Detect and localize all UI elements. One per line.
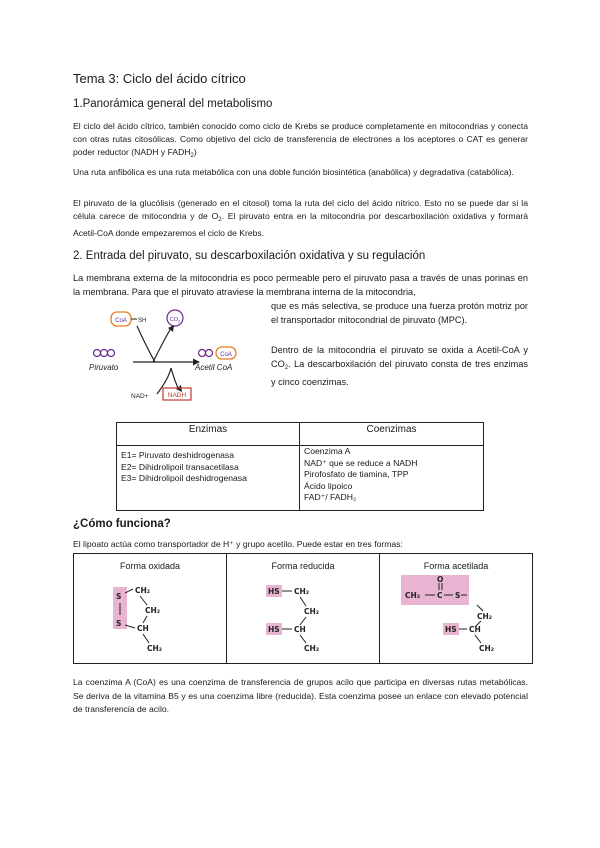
coenzyme-item: Pirofosfato de tiamina, TPP	[304, 469, 409, 479]
enzyme-item: E1= Piruvato deshidrogenasa	[121, 450, 234, 460]
oxygen: O	[437, 575, 444, 584]
page-title: Tema 3: Ciclo del ácido cítrico	[73, 71, 246, 86]
nad-label: NAD+	[131, 393, 149, 400]
bond	[143, 616, 147, 623]
acetylated-structure	[381, 571, 531, 657]
bond	[477, 605, 483, 611]
section-2-paragraph-1: La membrana externa de la mitocondria es poco permeable pero el piruvato pasa a través de unas porinas en la membrana. Para que el piruvato atraviese la membrana interna de la mitocondria,	[73, 273, 528, 298]
coenzyme-item: Coenzima A	[304, 446, 351, 456]
section-2-paragraph-1-cont: que es más selectiva, se produce una fuerza protón motriz por el transportador mitocondrial de piruvato (MPC).	[271, 301, 528, 326]
nadh-label: NADH	[167, 392, 187, 399]
section-2-paragraph-2	[271, 343, 528, 390]
enzyme-item: E2= Dihidrolipoil transacetilasa	[121, 461, 239, 472]
ch: CH	[294, 625, 306, 634]
form-acetylated	[380, 554, 533, 664]
how-heading: ¿Cómo funciona?	[73, 518, 171, 530]
lipoate-forms-table	[73, 553, 533, 664]
table-row	[117, 446, 484, 511]
text: Dentro de la mitocondria el piruvato se oxida a Acetil-CoA y CO	[271, 345, 528, 370]
ch: CH	[469, 625, 481, 634]
forms-row	[74, 554, 533, 664]
s: S	[455, 591, 461, 600]
ch2-mid: CH₂	[477, 612, 493, 621]
ch2-top: CH₂	[135, 586, 151, 595]
bond	[300, 597, 306, 606]
form-title: Forma oxidada	[119, 561, 181, 571]
ch2-bottom: CH₂	[479, 644, 495, 653]
ch2-bottom: CH₂	[304, 644, 320, 653]
subscript: 2	[218, 217, 222, 224]
text: El piruvato de la glucólisis (generado en el citosol) toma la ruta del ciclo del ácido nítrico. Esto no se puede dar si la célula carece de mitocondria y de O	[73, 198, 528, 222]
arrow-nadh	[171, 368, 179, 390]
table-header-row	[117, 423, 484, 446]
enzymes-cell	[117, 446, 300, 511]
bond	[475, 635, 481, 643]
bond	[300, 617, 306, 625]
form-oxidized	[74, 554, 227, 664]
coenzymes-header: Coenzimas	[300, 423, 484, 446]
hs-top: HS	[268, 587, 280, 596]
pyruvate-label: Piruvato	[89, 363, 119, 372]
coenzyme-item: NAD⁺ que se reduce a NADH	[304, 457, 418, 468]
arrow-co2-out	[153, 328, 171, 362]
coenzyme-item: FAD⁺/ FADH₂	[304, 492, 357, 502]
co2-subscript: 2	[178, 318, 181, 324]
text: . El piruvato entra en la mitocondria por descarboxilación oxidativa y formará Acetil-CoA donde empezaremos el ciclo de Krebs.	[73, 211, 528, 239]
acetyl-molecule	[199, 350, 213, 357]
oxidized-structure	[75, 571, 225, 657]
bond	[140, 596, 147, 605]
pyruvate-molecule	[94, 350, 115, 357]
bond	[143, 634, 149, 643]
sh-label: SH	[138, 318, 147, 324]
text: )	[193, 147, 197, 158]
acetil-coa-label: Acetil CoA	[195, 363, 233, 372]
ch2-bottom: CH₂	[147, 644, 163, 653]
s-bottom: S	[116, 619, 122, 628]
section-1-heading: 1.Panorámica general del metabolismo	[73, 98, 273, 110]
enzyme-table	[116, 422, 484, 511]
section-1-paragraph-3	[73, 197, 528, 241]
arrow-nad	[157, 368, 171, 394]
reduced-structure	[228, 571, 378, 657]
coenzyme-item: Ácido lipoico	[304, 480, 353, 491]
bond	[300, 635, 306, 643]
subscript: 2	[284, 365, 289, 372]
co2-label	[170, 317, 181, 324]
section-1-paragraph-1	[73, 120, 528, 164]
hs-bottom: HS	[268, 625, 280, 634]
ch3: CH₃	[405, 591, 421, 600]
section-1-paragraph-2: Una ruta anfibólica es una ruta metabólica con una doble función biosintética (anabólica) y degradativa (catabólica).	[73, 167, 514, 177]
how-intro: El lipoato actúa como transportador de H⁺ y grupo acetilo. Puede estar en tres formas:	[73, 539, 403, 549]
carbonyl-c: C	[437, 591, 443, 600]
co2-text: CO	[169, 317, 179, 323]
pyruvate-diagram	[75, 304, 265, 410]
enzymes-header: Enzimas	[117, 423, 300, 446]
text: . La descarboxilación del piruvato consta de tres enzimas y cinco coenzimas.	[271, 359, 528, 388]
hs: HS	[445, 625, 457, 634]
coenzymes-cell	[300, 446, 484, 511]
ch2-mid: CH₂	[145, 606, 161, 615]
text: El ciclo del ácido cítrico, también conocido como ciclo de Krebs se produce completamente en mitocondrias y conecta con otras rutas citosólicas. Como objetivo del ciclo de transferencia de electrones a los aceptores o CAT es generar poder reductor (NADH y FADH	[73, 121, 528, 158]
closing-paragraph: La coenzima A (CoA) es una coenzima de transferencia de grupos acilo que participa en diversas rutas metabólicas. Se deriva de la vitamina B5 y es una coenzima libre (reducida). Esta coenzima posee un enlace con elevado potencial de transferencia de acilo.	[73, 677, 528, 715]
enzyme-item: E3= Dihidrolipoil deshidrogenasa	[121, 473, 247, 483]
coa-sh-label: CoA	[115, 318, 127, 324]
form-title: Forma reducida	[271, 561, 335, 571]
s-top: S	[116, 592, 122, 601]
highlight	[401, 575, 469, 605]
section-2-heading: 2. Entrada del piruvato, su descarboxilación oxidativa y su regulación	[73, 250, 426, 262]
form-reduced	[227, 554, 380, 664]
ch2-top: CH₂	[294, 587, 310, 596]
acetil-coa-tag: CoA	[220, 352, 232, 358]
arrow-coa-in	[137, 326, 155, 362]
form-title: Forma acetilada	[423, 561, 489, 571]
subscript: 2	[190, 153, 194, 160]
ch: CH	[137, 624, 149, 633]
ch2-mid: CH₂	[304, 607, 320, 616]
